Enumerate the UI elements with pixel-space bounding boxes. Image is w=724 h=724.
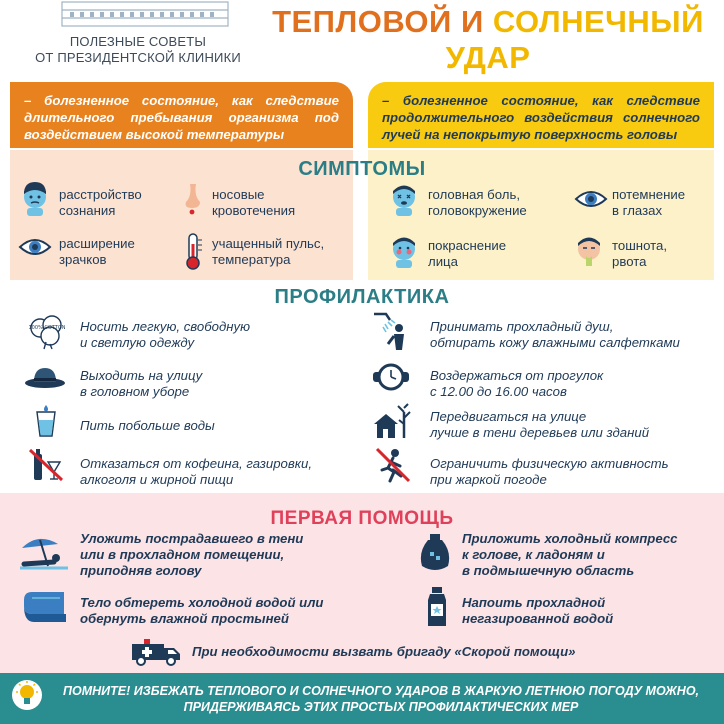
symptom-confusion: расстройство сознания [59, 187, 142, 218]
clinic-logo [60, 0, 230, 30]
watch-icon [372, 362, 410, 392]
prevention-avoid-midday: Воздержаться от прогулок с 12.00 до 16.00 часов [430, 368, 604, 399]
symptom-rapid-pulse: учащенный пульс, температура [212, 236, 325, 267]
shower-icon [372, 310, 410, 350]
prevention-avoid-caffeine: Отказаться от кофеина, газировки, алкоголя и жирной пищи [80, 456, 312, 487]
clinic-tagline [8, 34, 268, 66]
umbrella-rest-icon [18, 532, 70, 572]
lightbulb-icon [10, 678, 44, 712]
symptom-redness: покраснение лица [428, 238, 507, 269]
house-tree-icon [372, 402, 412, 440]
nausea-face-icon [572, 232, 606, 268]
no-running-icon [374, 446, 412, 484]
ice-bag-icon [418, 532, 452, 572]
prevention-wear-hat: Выходить на улицу в головном уборе [80, 368, 203, 399]
first-aid-call-ambulance: При необходимости вызвать бригаду «Скорой помощи» [192, 644, 576, 659]
title-stroke: УДАР [445, 40, 531, 75]
page-title [258, 4, 718, 76]
prevention-light-clothes: Носить легкую, свободную и светлую одежду [80, 319, 251, 350]
symptom-dark-vision: потемнение в глазах [612, 187, 686, 218]
ambulance-icon [130, 638, 182, 666]
symptoms-title: СИМПТОМЫ [298, 158, 426, 180]
heat-stroke-definition: – болезненное состояние, как следствие длительного пребывания организма под воздействием высокой температуры [10, 82, 353, 148]
dizzy-face-icon [387, 180, 421, 216]
eye-icon [574, 188, 608, 210]
symptom-dilated-pupils: расширение зрачков [59, 236, 135, 267]
clinic-tagline-line1: ПОЛЕЗНЫЕ СОВЕТЫ [69, 34, 207, 49]
symptom-nausea: тошнота, рвота [612, 238, 668, 269]
confused-face-icon [18, 180, 52, 216]
cotton-icon [28, 314, 66, 350]
hat-icon [24, 364, 66, 390]
prevention-drink-water: Пить побольше воды [80, 418, 215, 433]
first-aid-cool-wipe: Тело обтереть холодной водой или обернуть влажной простыней [80, 595, 324, 626]
first-aid-cold-compress: Приложить холодный компресс к голове, к ладоням и в подмышечную область [462, 531, 678, 578]
cotton-badge: 100% COTTON [28, 325, 66, 331]
footer-reminder [48, 683, 714, 715]
nose-icon [180, 182, 206, 216]
prevention-title: ПРОФИЛАКТИКА [274, 286, 450, 308]
eye-icon [18, 236, 52, 258]
first-aid-give-water: Напоить прохладной негазированной водой [462, 595, 614, 626]
first-aid-title: ПЕРВАЯ ПОМОЩЬ [270, 508, 454, 529]
clinic-tagline-line2: ОТ ПРЕЗИДЕНТСКОЙ КЛИНИКИ [35, 50, 241, 65]
symptom-nosebleed: носовые кровотечения [212, 187, 296, 218]
title-heat: ТЕПЛОВОЙ И [272, 4, 484, 39]
symptom-headache: головная боль, головокружение [428, 187, 527, 218]
first-aid-lay-in-shade: Уложить пострадавшего в тени или в прохладном помещении, приподняв голову [80, 531, 304, 578]
prevention-cool-shower: Принимать прохладный душ, обтирать кожу влажными салфетками [430, 319, 680, 350]
footer-line1: ПОМНИТЕ! ИЗБЕЖАТЬ ТЕПЛОВОГО И СОЛНЕЧНОГО УДАРОВ В ЖАРКУЮ ЛЕТНЮЮ ПОГОДУ МОЖНО, [62, 684, 700, 698]
water-bottle-icon [424, 586, 450, 628]
footer-line2: ПРИДЕРЖИВАЯСЬ ЭТИХ ПРОСТЫХ ПРОФИЛАКТИЧЕСКИХ МЕР [183, 700, 579, 714]
sun-stroke-definition: – болезненное состояние, как следствие продолжительного воздействия солнечного лучей на непокрытую поверхность головы [368, 82, 714, 148]
towel-icon [20, 590, 70, 624]
prevention-stay-in-shade: Передвигаться на улице лучше в тени деревьев или зданий [430, 409, 650, 440]
prevention-limit-activity: Ограничить физическую активность при жаркой погоде [430, 456, 669, 487]
title-sun: СОЛНЕЧНЫЙ [492, 4, 704, 39]
no-alcohol-icon [26, 448, 66, 482]
water-glass-icon [34, 404, 58, 438]
red-face-icon [387, 232, 421, 268]
thermometer-icon [182, 232, 204, 270]
